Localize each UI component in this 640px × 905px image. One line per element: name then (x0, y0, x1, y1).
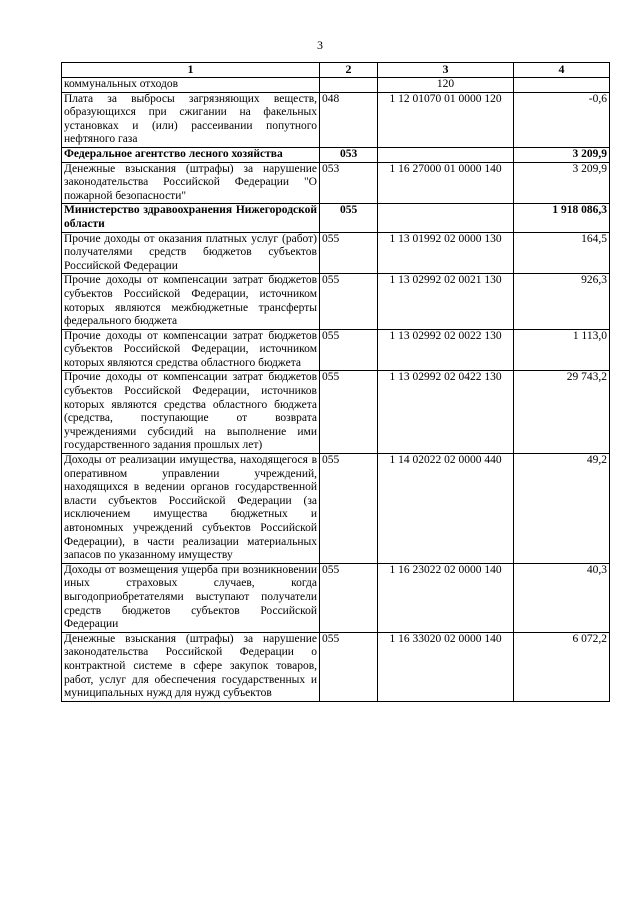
table-row (62, 78, 610, 93)
row-sum-cell: 49,2 (514, 454, 610, 564)
row-admin-code-cell: 055 (320, 274, 378, 329)
row-revenue-code-cell: 1 13 02992 02 0021 130 (378, 274, 514, 329)
row-sum-cell: 1 113,0 (514, 329, 610, 371)
row-revenue-code-cell: 1 16 23022 02 0000 140 (378, 563, 514, 632)
row-revenue-code-cell: 1 12 01070 01 0000 120 (378, 92, 514, 147)
row-revenue-code-cell: 1 16 33020 02 0000 140 (378, 632, 514, 701)
revenue-table (61, 62, 610, 702)
row-revenue-code-cell: 1 13 02992 02 0022 130 (378, 329, 514, 371)
table-row (62, 632, 610, 701)
table-body (62, 78, 610, 702)
row-name-cell: Федеральное агентство лесного хозяйства (62, 147, 320, 162)
row-admin-code-cell: 055 (320, 329, 378, 371)
row-revenue-code-cell: 1 14 02022 02 0000 440 (378, 454, 514, 564)
row-sum-cell: 6 072,2 (514, 632, 610, 701)
row-admin-code-cell: 053 (320, 162, 378, 204)
row-name-cell: Прочие доходы от компенсации затрат бюджетов субъектов Российской Федерации, источником которых являются средства областного бюджета (62, 329, 320, 371)
row-sum-cell: 1 918 086,3 (514, 204, 610, 232)
table-row (62, 232, 610, 274)
row-sum-cell (514, 78, 610, 93)
table-row (62, 371, 610, 454)
row-revenue-code-cell: 120 (378, 78, 514, 93)
row-name-cell: Плата за выбросы загрязняющих веществ, образующихся при сжигании на факельных установках и (или) рассеивании попутного нефтяного газа (62, 92, 320, 147)
row-sum-cell: 40,3 (514, 563, 610, 632)
header-col-4: 4 (514, 63, 610, 78)
row-admin-code-cell: 055 (320, 563, 378, 632)
row-name-cell: коммунальных отходов (62, 78, 320, 93)
row-sum-cell: 29 743,2 (514, 371, 610, 454)
row-sum-cell: 3 209,9 (514, 147, 610, 162)
row-admin-code-cell: 055 (320, 632, 378, 701)
table-row (62, 204, 610, 232)
row-sum-cell: 3 209,9 (514, 162, 610, 204)
table-row (62, 563, 610, 632)
row-admin-code-cell: 048 (320, 92, 378, 147)
row-admin-code-cell: 053 (320, 147, 378, 162)
row-name-cell: Министерство здравоохранения Нижегородской области (62, 204, 320, 232)
table-row (62, 274, 610, 329)
row-revenue-code-cell (378, 147, 514, 162)
table-row (62, 92, 610, 147)
row-admin-code-cell: 055 (320, 454, 378, 564)
row-sum-cell: -0,6 (514, 92, 610, 147)
row-name-cell: Доходы от возмещения ущерба при возникновении иных страховых случаев, когда выгодоприобретателями выступают получатели средств бюджетов субъектов Российской Федерации (62, 563, 320, 632)
row-admin-code-cell (320, 78, 378, 93)
page-number: 3 (317, 38, 323, 52)
row-name-cell: Денежные взыскания (штрафы) за нарушение законодательства Российской Федерации "О пожарной безопасности" (62, 162, 320, 204)
row-admin-code-cell: 055 (320, 232, 378, 274)
header-col-1: 1 (62, 63, 320, 78)
table-row (62, 147, 610, 162)
row-admin-code-cell: 055 (320, 204, 378, 232)
row-name-cell: Денежные взыскания (штрафы) за нарушение законодательства Российской Федерации о контрактной системе в сфере закупок товаров, работ, услуг для обеспечения государственных и муниципальных нужд для нужд субъектов (62, 632, 320, 701)
table-row (62, 162, 610, 204)
row-revenue-code-cell: 1 16 27000 01 0000 140 (378, 162, 514, 204)
header-col-3: 3 (378, 63, 514, 78)
row-name-cell: Доходы от реализации имущества, находящегося в оперативном управлении учреждений, находящихся в ведении органов государственной власти субъектов Российской Федерации (за исключением имущества бюджетных и автономных учреждений субъектов Российской Федерации), в части реализации материальных запасов по указанному имуществу (62, 454, 320, 564)
table-row (62, 329, 610, 371)
row-sum-cell: 926,3 (514, 274, 610, 329)
row-revenue-code-cell: 1 13 02992 02 0422 130 (378, 371, 514, 454)
row-name-cell: Прочие доходы от компенсации затрат бюджетов субъектов Российской Федерации, источников которых являются средства областного бюджета (средства, поступающие от возврата учреждениями субсидий на выполнение ими государственного задания прошлых лет) (62, 371, 320, 454)
row-name-cell: Прочие доходы от компенсации затрат бюджетов субъектов Российской Федерации, источником которых являются межбюджетные трансферты федерального бюджета (62, 274, 320, 329)
row-revenue-code-cell: 1 13 01992 02 0000 130 (378, 232, 514, 274)
row-revenue-code-cell (378, 204, 514, 232)
row-admin-code-cell: 055 (320, 371, 378, 454)
table-row (62, 454, 610, 564)
row-sum-cell: 164,5 (514, 232, 610, 274)
header-col-2: 2 (320, 63, 378, 78)
header-row (62, 63, 610, 78)
row-name-cell: Прочие доходы от оказания платных услуг (работ) получателями средств бюджетов субъектов Российской Федерации (62, 232, 320, 274)
